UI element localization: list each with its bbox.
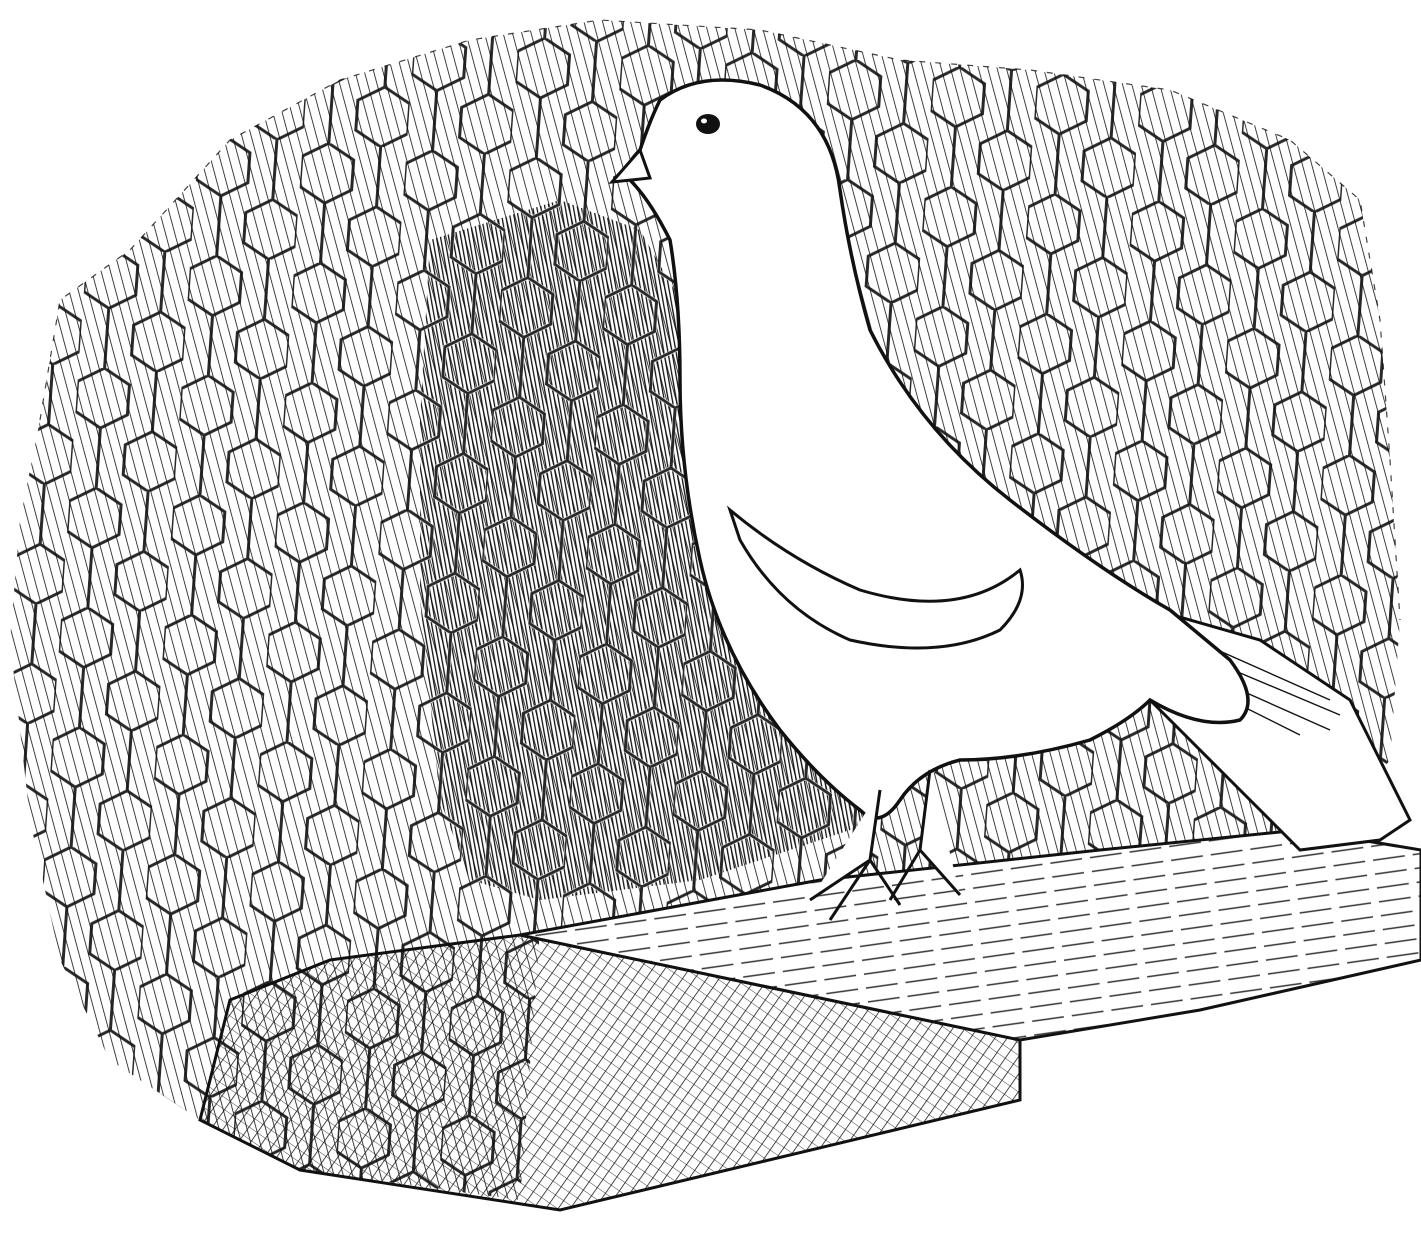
pigeon-eye <box>696 114 720 134</box>
pigeon-eye-highlight <box>701 119 707 124</box>
